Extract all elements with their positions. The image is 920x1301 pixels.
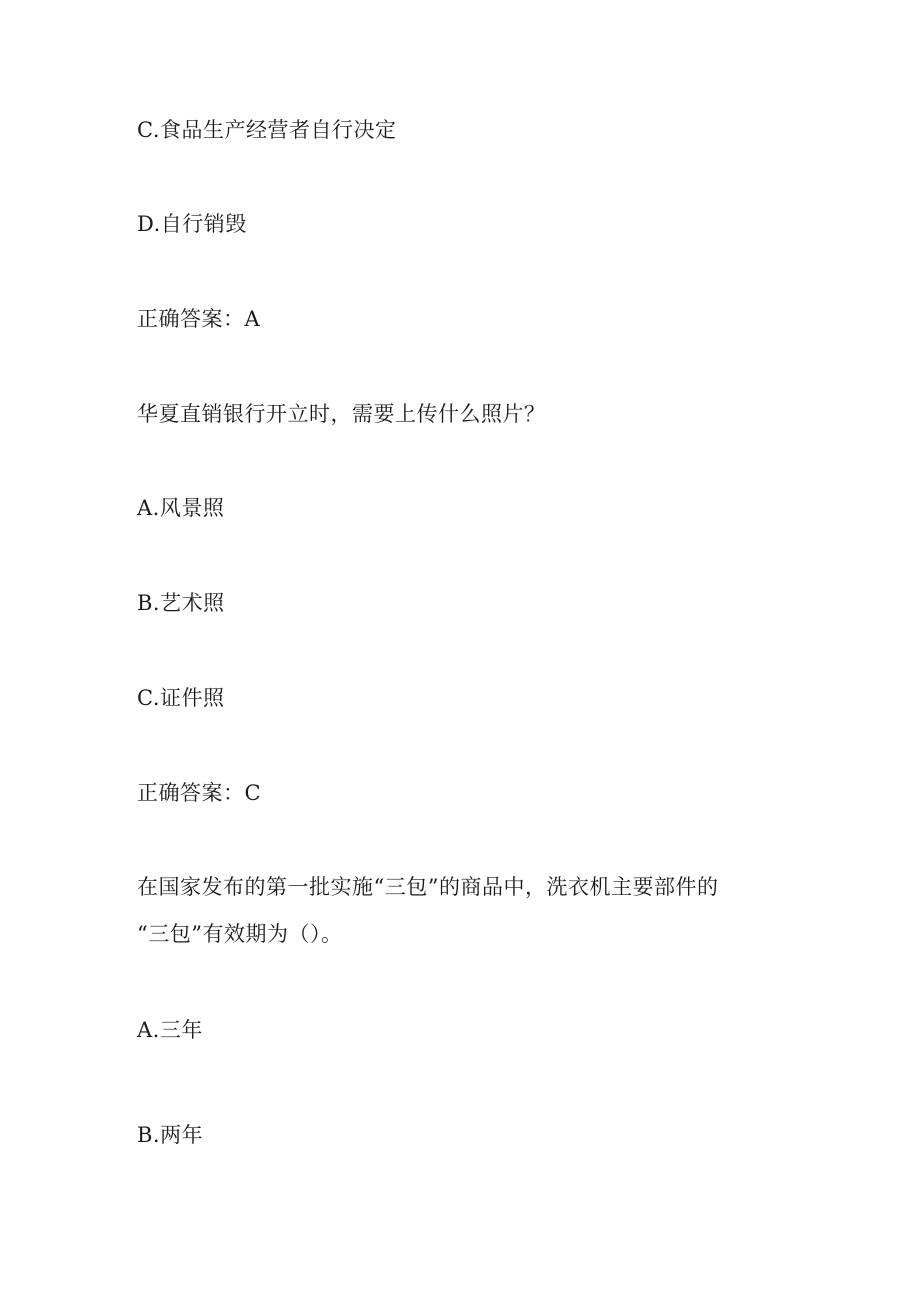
question-warranty-line-2: “三包”有效期为（）。: [137, 922, 343, 946]
question-warranty-line-1: 在国家发布的第一批实施“三包”的商品中，洗衣机主要部件的: [137, 875, 719, 899]
option-c-food-producer: C.食品生产经营者自行决定: [137, 118, 397, 142]
option-b-two-years: B.两年: [137, 1123, 204, 1147]
option-a-three-years: A.三年: [137, 1018, 203, 1042]
option-a-landscape-photo: A.风景照: [137, 496, 225, 520]
question-photo-upload: 华夏直销银行开立时，需要上传什么照片？: [137, 402, 546, 426]
option-b-art-photo: B.艺术照: [137, 591, 225, 615]
option-d-self-destroy: D.自行销毁: [137, 212, 247, 236]
correct-answer-a: 正确答案：A: [137, 307, 261, 331]
correct-answer-c: 正确答案：C: [137, 781, 262, 805]
option-c-id-photo: C.证件照: [137, 686, 225, 710]
